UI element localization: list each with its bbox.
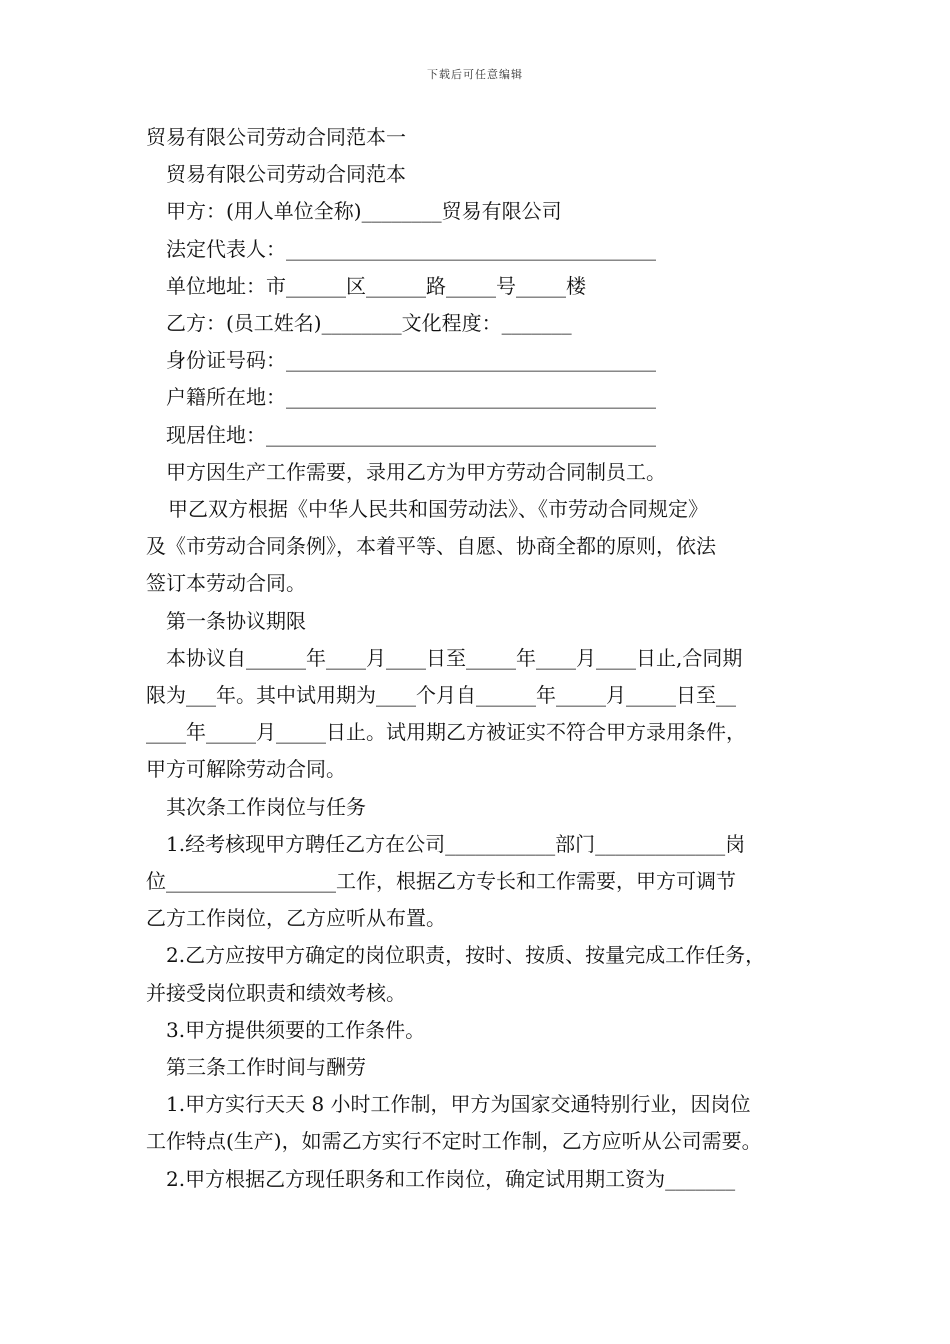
paragraph-line: 3.甲方提供须要的工作条件。 [166,1017,426,1042]
paragraph-line: 位_________________工作，根据乙方专长和工作需要，甲方可调节 [146,869,736,894]
paragraph-line: 本协议自______年____月____日至_____年____月____日止,合同期 [166,645,743,670]
paragraph-line: 2.乙方应按甲方确定的岗位职责，按时、按质、按量完成工作任务， [166,943,766,968]
paragraph-line: 限为___年。其中试用期为____个月自______年_____月_____日至__ [146,683,736,708]
doc-subtitle: 贸易有限公司劳动合同范本 [166,162,406,187]
document-body [146,119,822,1198]
paragraph-line: 签订本劳动合同。 [146,571,306,596]
paragraph-line: 甲方可解除劳动合同。 [146,757,346,782]
paragraph-line: 乙方工作岗位，乙方应听从布置。 [146,906,446,931]
paragraph-line: 甲方因生产工作需要，录用乙方为甲方劳动合同制员工。 [166,459,666,484]
paragraph-line: 1.经考核现甲方聘任乙方在公司___________部门_____________岗 [166,831,746,856]
party-a-line: 甲方：(用人单位全称)________贸易有限公司 [166,199,562,224]
id-number-line: 身份证号码：_____________________________________ [166,348,656,373]
residence-line: 现居住地：_______________________________________ [166,422,656,447]
household-line: 户籍所在地：_____________________________________ [166,385,656,410]
paragraph-line: 甲乙双方根据《中华人民共和国劳动法》、《市劳动合同规定》 [168,497,708,522]
section-heading: 第一条协议期限 [166,608,306,633]
address-line: 单位地址：市______区______路_____号_____楼 [166,273,586,298]
paragraph-line: 2.甲方根据乙方现任职务和工作岗位，确定试用期工资为_______ [166,1166,736,1191]
paragraph-line: ____年_____月_____日止。试用期乙方被证实不符合甲方录用条件， [146,720,746,745]
paragraph-line: 1.甲方实行天天 8 小时工作制，甲方为国家交通特别行业，因岗位 [166,1092,751,1117]
section-heading: 第三条工作时间与酬劳 [166,1055,366,1080]
page-header: 下载后可任意编辑 [427,68,523,81]
paragraph-line: 并接受岗位职责和绩效考核。 [146,980,406,1005]
section-heading: 其次条工作岗位与任务 [166,794,366,819]
doc-title: 贸易有限公司劳动合同范本一 [146,125,406,149]
legal-rep-line: 法定代表人：_____________________________________ [166,236,656,261]
paragraph-line: 工作特点(生产)，如需乙方实行不定时工作制，乙方应听从公司需要。 [146,1129,762,1154]
paragraph-line: 及《市劳动合同条例》，本着平等、自愿、协商全都的原则，依法 [146,534,716,559]
party-b-line: 乙方：(员工姓名)________文化程度：_______ [166,311,572,336]
